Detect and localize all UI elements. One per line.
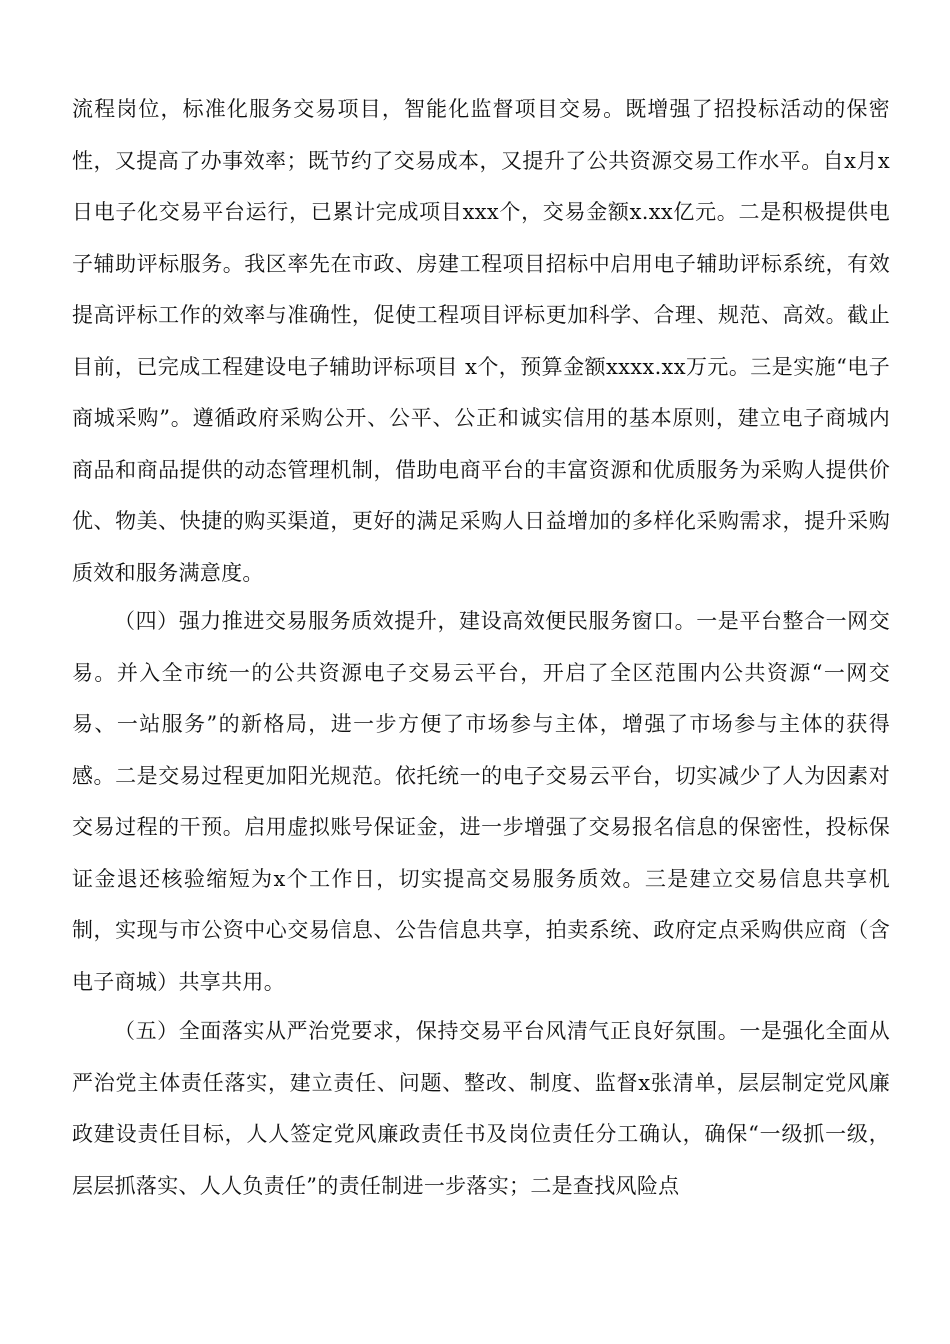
paragraph-continuation: 流程岗位，标准化服务交易项目，智能化监督项目交易。既增强了招投标活动的保密性，又提高了办事效率；既节约了交易成本，又提升了公共资源交易工作水平。自x月x日电子化交易平台运行，已累计完成项目xxx个，交易金额x.xx亿元。二是积极提供电子辅助评标服务。我区率先在市政、房建工程项目招标中启用电子辅助评标系统，有效提高评标工作的效率与准确性，促使工程项目评标更加科学、合理、规范、高效。截止目前，已完成工程建设电子辅助评标项目 x个，预算金额xxxx.xx万元。三是实施“电子商城采购”。遵循政府采购公开、公平、公正和诚实信用的基本原则，建立电子商城内商品和商品提供的动态管理机制，借助电商平台的丰富资源和优质服务为采购人提供价优、物美、快捷的购买渠道，更好的满足采购人日益增加的多样化采购需求，提升采购质效和服务满意度。 (72, 97, 890, 585)
paragraph-section-5: （五）全面落实从严治党要求，保持交易平台风清气正良好氛围。一是强化全面从严治党主体责任落实，建立责任、问题、整改、制度、监督x张清单，层层制定党风廉政建设责任目标，人人签定党风廉政责任书及岗位责任分工确认，确保“一级抓一级，层层抓落实、人人负责任”的责任制进一步落实；二是查找风险点 (72, 1019, 890, 1198)
paragraph-section-4: （四）强力推进交易服务质效提升，建设高效便民服务窗口。一是平台整合一网交易。并入全市统一的公共资源电子交易云平台，开启了全区范围内公共资源“一网交易、一站服务”的新格局，进一步方便了市场参与主体，增强了市场参与主体的获得感。二是交易过程更加阳光规范。依托统一的电子交易云平台，切实减少了人为因素对交易过程的干预。启用虚拟账号保证金，进一步增强了交易报名信息的保密性，投标保证金退还核验缩短为x个工作日，切实提高交易服务质效。三是建立交易信息共享机制，实现与市公资中心交易信息、公告信息共享，拍卖系统、政府定点采购供应商（含电子商城）共享共用。 (72, 609, 890, 994)
